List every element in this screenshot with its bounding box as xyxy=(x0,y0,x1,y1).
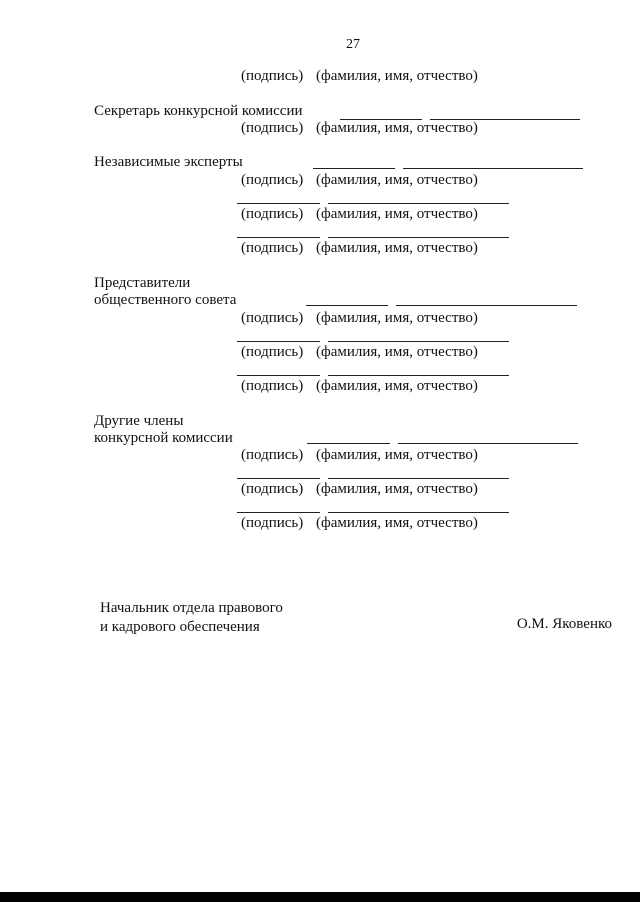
name-caption: (фамилия, имя, отчество) xyxy=(316,172,478,188)
name-line xyxy=(328,237,509,238)
footer-signatory-name: О.М. Яковенко xyxy=(516,616,612,632)
signature-line xyxy=(306,305,388,306)
page-number: 27 xyxy=(346,37,360,52)
signature-caption: (подпись) xyxy=(241,120,304,136)
other-members-label-line2: конкурсной комиссии xyxy=(94,430,233,446)
other-members-label-line1: Другие члены xyxy=(94,413,184,429)
name-caption: (фамилия, имя, отчество) xyxy=(316,447,478,463)
name-line xyxy=(328,341,509,342)
signature-line xyxy=(237,512,320,513)
signature-line xyxy=(313,168,395,169)
signature-caption: (подпись) xyxy=(241,172,304,188)
signature-caption: (подпись) xyxy=(241,481,304,497)
name-caption: (фамилия, имя, отчество) xyxy=(316,481,478,497)
signature-caption: (подпись) xyxy=(241,206,304,222)
name-caption: (фамилия, имя, отчество) xyxy=(316,515,478,531)
secretary-label: Секретарь конкурсной комиссии xyxy=(94,103,303,119)
signature-line xyxy=(237,375,320,376)
signature-line xyxy=(307,443,390,444)
name-line xyxy=(396,305,577,306)
public-council-label-line2: общественного совета xyxy=(94,292,237,308)
name-line xyxy=(328,203,509,204)
name-line xyxy=(328,478,509,479)
name-line xyxy=(403,168,583,169)
signature-caption: (подпись) xyxy=(241,447,304,463)
signature-line xyxy=(237,203,320,204)
footer-position-line1: Начальник отдела правового xyxy=(100,600,283,616)
signature-caption: (подпись) xyxy=(241,240,304,256)
experts-label: Независимые эксперты xyxy=(94,154,243,170)
name-line xyxy=(328,512,509,513)
name-caption: (фамилия, имя, отчество) xyxy=(316,378,478,394)
name-line xyxy=(328,375,509,376)
name-caption: (фамилия, имя, отчество) xyxy=(316,240,478,256)
name-caption: (фамилия, имя, отчество) xyxy=(316,206,478,222)
signature-line xyxy=(237,341,320,342)
name-caption: (фамилия, имя, отчество) xyxy=(316,344,478,360)
signature-caption: (подпись) xyxy=(241,68,304,84)
scan-edge-bar xyxy=(0,892,640,902)
signature-caption: (подпись) xyxy=(241,515,304,531)
signature-caption: (подпись) xyxy=(241,310,304,326)
signature-caption: (подпись) xyxy=(241,378,304,394)
name-caption: (фамилия, имя, отчество) xyxy=(316,310,478,326)
footer-position-line2: и кадрового обеспечения xyxy=(100,619,260,635)
name-line xyxy=(398,443,578,444)
public-council-label-line1: Представители xyxy=(94,275,191,291)
signature-line xyxy=(237,478,320,479)
name-caption: (фамилия, имя, отчество) xyxy=(316,120,478,136)
signature-line xyxy=(237,237,320,238)
name-caption: (фамилия, имя, отчество) xyxy=(316,68,478,84)
signature-caption: (подпись) xyxy=(241,344,304,360)
